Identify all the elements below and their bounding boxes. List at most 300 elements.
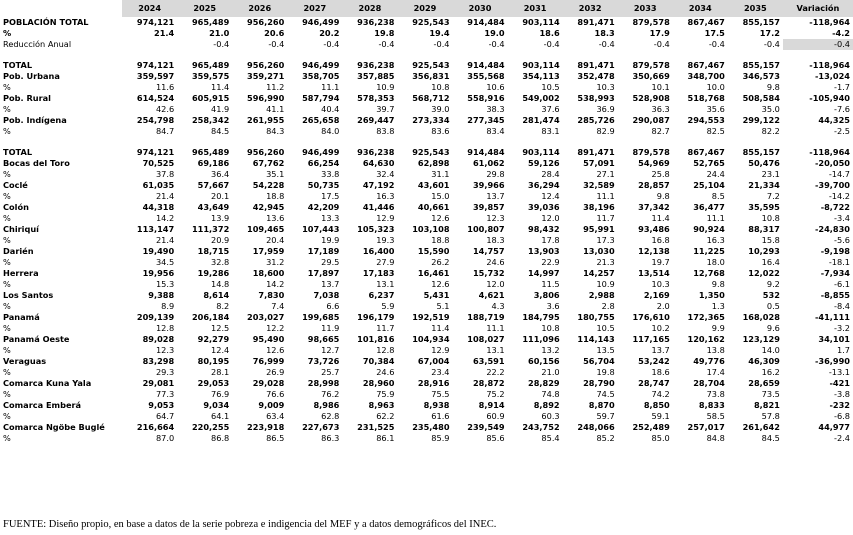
cell-2024: 44,318 (142, 202, 175, 212)
cell-2028: 231,525 (357, 422, 395, 432)
cell-2030: 355,568 (467, 71, 505, 81)
cell-2033: 28,747 (638, 378, 670, 388)
table-row (0, 246, 853, 257)
cell-2034: 52,765 (693, 158, 725, 168)
cell-2035: 15.8 (761, 235, 780, 245)
cell-2032: 8,870 (588, 400, 615, 410)
cell-2028: 13.1 (376, 279, 395, 289)
row-label: % (3, 323, 11, 333)
cell-2030: 75.2 (486, 389, 505, 399)
cell-2028: 41,446 (362, 202, 395, 212)
table-row (0, 290, 853, 301)
cell-2035: 7.2 (766, 191, 780, 201)
cell-2030: 13.1 (486, 345, 505, 355)
cell-2032: 14,257 (583, 268, 615, 278)
cell-2030: 14,757 (472, 246, 505, 256)
cell-2027: 265,658 (302, 115, 340, 125)
cell-2027: 66,254 (307, 158, 340, 168)
cell-2025: 29,053 (197, 378, 230, 388)
cell-2032: 21.3 (596, 257, 615, 267)
cell-2031: 14,997 (528, 268, 560, 278)
cell-2030: 10.6 (486, 82, 505, 92)
cell-2031: 354,113 (522, 71, 560, 81)
cell-2026: 42,945 (252, 202, 285, 212)
cell-2034: 10.0 (706, 82, 725, 92)
cell-2026: 29,028 (252, 378, 285, 388)
cell-2032: 10.5 (596, 323, 615, 333)
cell-2027: 946,499 (302, 147, 340, 157)
cell-2032: 19.8 (596, 367, 615, 377)
cell-2032: 95,991 (583, 224, 615, 234)
cell-2033: 13,514 (638, 268, 670, 278)
cell-2024 (122, 39, 177, 50)
header-year-2033: 2033 (618, 0, 673, 17)
cell-2035: 82.2 (761, 126, 780, 136)
header-row (0, 0, 853, 17)
cell-2024: 19,956 (142, 268, 175, 278)
table-row (0, 323, 853, 334)
cell-2032: 17.3 (596, 235, 615, 245)
cell-2025: 13.9 (211, 213, 230, 223)
cell-2030: 8,914 (478, 400, 505, 410)
cell-2031: 12.0 (541, 213, 560, 223)
cell-2034: 294,553 (687, 115, 725, 125)
cell-2027: 7,038 (313, 290, 340, 300)
cell-2029: 192,519 (412, 312, 450, 322)
cell-2031: 549,002 (522, 93, 560, 103)
cell-2029: 235,480 (412, 422, 450, 432)
cell-2028: 101,816 (357, 334, 395, 344)
cell-2034: 8.5 (711, 191, 725, 201)
header-year-2032: 2032 (563, 0, 618, 17)
cell-2028: 47,192 (362, 180, 395, 190)
cell-2027: 199,685 (302, 312, 340, 322)
cell-2024: 21.4 (155, 191, 175, 201)
cell-2024: 29,081 (142, 378, 175, 388)
cell-2027: 946,499 (302, 60, 340, 70)
cell-2026: 76,999 (252, 356, 285, 366)
cell-variation: 1.7 (836, 345, 850, 355)
cell-2030: 914,484 (467, 17, 505, 27)
cell-2035: 168,028 (742, 312, 780, 322)
cell-variation: -3.4 (834, 213, 850, 223)
cell-2025: 14.8 (211, 279, 230, 289)
cell-2024: 37.8 (155, 169, 175, 179)
cell-2033: 879,578 (632, 60, 670, 70)
cell-2026: 54,228 (252, 180, 285, 190)
cell-2034: 518,768 (687, 93, 725, 103)
cell-2026: 86.5 (266, 433, 285, 443)
row-label: % (3, 213, 11, 223)
cell-variation: -232 (829, 400, 850, 410)
cell-2033: 25.8 (651, 169, 670, 179)
cell-2031: 10.8 (541, 323, 560, 333)
cell-2033: 879,578 (632, 147, 670, 157)
cell-2028: 16,400 (362, 246, 395, 256)
cell-2027: 587,794 (302, 93, 340, 103)
cell-2032: 891,471 (577, 60, 615, 70)
cell-2034: 8,833 (698, 400, 725, 410)
cell-2024: 19,490 (142, 246, 175, 256)
cell-2033: 53,242 (638, 356, 670, 366)
cell-2034: 9.8 (711, 279, 725, 289)
cell-2032: 18.3 (594, 28, 615, 38)
cell-2029: 8,938 (423, 400, 450, 410)
table-row (0, 224, 853, 235)
cell-2024: 87.0 (155, 433, 175, 443)
cell-2026: 18.8 (266, 191, 285, 201)
cell-2035: 16.2 (761, 367, 780, 377)
cell-2027: 13.7 (321, 279, 340, 289)
cell-2028: 16.3 (376, 191, 395, 201)
cell-2028: -0.4 (378, 39, 395, 49)
cell-2029: 85.9 (431, 433, 450, 443)
cell-variation: -8,722 (820, 202, 850, 212)
cell-2034: 12,768 (693, 268, 725, 278)
cell-2033: 117,165 (632, 334, 670, 344)
cell-variation: 44,325 (818, 115, 850, 125)
cell-2035: 73.5 (761, 389, 780, 399)
cell-2026: 109,465 (247, 224, 285, 234)
cell-2026: 20.4 (266, 235, 285, 245)
cell-2026: 67,762 (252, 158, 285, 168)
header-year-2035: 2035 (728, 0, 783, 17)
cell-2031: 3.6 (546, 301, 560, 311)
cell-2028: 12.8 (376, 345, 395, 355)
row-label: % (3, 367, 11, 377)
cell-2033: 54,969 (638, 158, 670, 168)
cell-2025: 206,184 (191, 312, 230, 322)
cell-2024: 9,053 (148, 400, 175, 410)
cell-2026: 95,490 (252, 334, 285, 344)
cell-2033: 85.0 (651, 433, 670, 443)
cell-2032: 27.1 (596, 169, 615, 179)
cell-2025: 8,614 (203, 290, 230, 300)
cell-2032: 57,091 (583, 158, 615, 168)
cell-2028: 12.9 (376, 213, 395, 223)
cell-2029: 15.0 (431, 191, 450, 201)
cell-2026: 956,260 (247, 147, 285, 157)
cell-2032: 56,704 (583, 356, 615, 366)
table-row (0, 389, 853, 400)
cell-2026: 956,260 (247, 17, 285, 27)
cell-variation: -6.8 (834, 411, 850, 421)
spacer-cell (0, 50, 853, 60)
cell-2030: 63,591 (472, 356, 505, 366)
cell-2026: 84.3 (266, 126, 285, 136)
cell-2032: -0.4 (598, 39, 615, 49)
table-row (0, 411, 853, 422)
cell-2029: 67,004 (417, 356, 450, 366)
row-label: Pob. Rural (3, 93, 51, 103)
table-header (0, 0, 853, 17)
source-footnote: FUENTE: Diseño propio, en base a datos de la serie pobreza e indigencia del MEF y a datos demográficos del INEC. (3, 519, 497, 530)
cell-2029: 5.1 (436, 301, 450, 311)
cell-2025: 64.1 (211, 411, 230, 421)
cell-2034: 36,477 (693, 202, 725, 212)
cell-2034: 90,924 (693, 224, 725, 234)
cell-2032: 74.5 (596, 389, 615, 399)
cell-2034: 867,467 (687, 147, 725, 157)
table-row (0, 202, 853, 213)
cell-2034: 24.4 (706, 169, 725, 179)
cell-2028: 86.1 (376, 433, 395, 443)
cell-2026: 203,027 (247, 312, 285, 322)
cell-2028: 19.3 (376, 235, 395, 245)
cell-2031: 37.6 (541, 104, 560, 114)
cell-2032: 10.3 (596, 82, 615, 92)
cell-variation: -39,700 (815, 180, 850, 190)
cell-2032: 2,988 (588, 290, 615, 300)
cell-2033: 28,857 (638, 180, 670, 190)
cell-2034: 1.3 (711, 301, 725, 311)
cell-2028: 24.6 (376, 367, 395, 377)
table-row (0, 257, 853, 268)
cell-2035: 532 (762, 290, 780, 300)
cell-2027: 86.3 (321, 433, 340, 443)
cell-2033: 11.4 (651, 213, 670, 223)
cell-2025: 92,279 (197, 334, 230, 344)
cell-2033: 59.1 (651, 411, 670, 421)
row-label: % (3, 82, 11, 92)
cell-2032: 891,471 (577, 147, 615, 157)
table-row (0, 334, 853, 345)
cell-2035: 9.8 (766, 82, 780, 92)
cell-2026: 12.6 (266, 345, 285, 355)
cell-2026: 14.2 (266, 279, 285, 289)
cell-2031: 12.4 (541, 191, 560, 201)
cell-2035: 50,476 (748, 158, 780, 168)
row-label: Herrera (3, 268, 39, 278)
table-row (0, 147, 853, 158)
row-label: Pob. Urbana (3, 71, 60, 81)
cell-2033: 37,342 (638, 202, 670, 212)
cell-2025: 965,489 (191, 60, 230, 70)
cell-2028: 83.8 (376, 126, 395, 136)
cell-2031: 243,752 (522, 422, 560, 432)
cell-2024: 15.3 (155, 279, 175, 289)
cell-2025: 605,915 (191, 93, 230, 103)
cell-2035: 88,317 (748, 224, 780, 234)
cell-2027: 12.7 (321, 345, 340, 355)
cell-2030: 83.4 (486, 126, 505, 136)
cell-2026: 17,959 (252, 246, 285, 256)
cell-2030: 38.3 (486, 104, 505, 114)
cell-2025: 12.4 (211, 345, 230, 355)
table-row (0, 345, 853, 356)
cell-2034: 73.8 (706, 389, 725, 399)
cell-2024: 61,035 (142, 180, 175, 190)
row-label: % (3, 235, 11, 245)
cell-variation: 34,101 (818, 334, 850, 344)
cell-2033: 10.2 (651, 323, 670, 333)
cell-2032: 180,755 (577, 312, 615, 322)
cell-2035: 123,129 (742, 334, 780, 344)
cell-2025: 11.4 (211, 82, 230, 92)
cell-2033: 176,610 (632, 312, 670, 322)
cell-2035: 28,659 (748, 378, 780, 388)
cell-variation: -36,990 (815, 356, 850, 366)
cell-2034: 1,350 (698, 290, 725, 300)
cell-2027: -0.4 (323, 39, 340, 49)
table-row (0, 60, 853, 71)
cell-2031: -0.4 (543, 39, 560, 49)
cell-2033: 2,169 (643, 290, 670, 300)
cell-variation: -2.5 (834, 126, 850, 136)
cell-2029: 19.4 (429, 28, 450, 38)
row-label: Los Santos (3, 290, 54, 300)
cell-2032: 32,589 (583, 180, 615, 190)
cell-2025: 258,342 (191, 115, 230, 125)
row-label: Colón (3, 202, 29, 212)
header-year-2029: 2029 (397, 0, 452, 17)
cell-2026: 76.6 (266, 389, 285, 399)
table-row (0, 367, 853, 378)
cell-2030: 12.3 (486, 213, 505, 223)
cell-variation: -105,940 (809, 93, 850, 103)
row-label: Chiriquí (3, 224, 39, 234)
cell-2031: 903,114 (522, 60, 560, 70)
cell-2028: 17,183 (362, 268, 395, 278)
cell-2035: 35.0 (761, 104, 780, 114)
cell-2026: 261,955 (247, 115, 285, 125)
cell-2030: 39,857 (472, 202, 505, 212)
cell-2032: 36.9 (596, 104, 615, 114)
table-row (0, 400, 853, 411)
cell-2026: 7.4 (271, 301, 285, 311)
cell-2029: 39.0 (431, 104, 450, 114)
cell-2028: 5.9 (381, 301, 395, 311)
table-row (0, 126, 853, 137)
row-label: % (3, 257, 11, 267)
cell-2031: 83.1 (541, 126, 560, 136)
row-label: % (3, 389, 11, 399)
cell-2035: 10,293 (748, 246, 780, 256)
cell-2025: 43,649 (197, 202, 230, 212)
cell-2030: 4,621 (478, 290, 505, 300)
cell-2024: 89,028 (142, 334, 175, 344)
cell-2032: 248,066 (577, 422, 615, 432)
cell-2026: 26.9 (266, 367, 285, 377)
cell-2033: 18.6 (651, 367, 670, 377)
cell-2025: 20.9 (211, 235, 230, 245)
row-label: % (3, 28, 12, 38)
table-body (0, 17, 853, 444)
cell-2029: 12.9 (431, 345, 450, 355)
cell-2035: 35,595 (748, 202, 780, 212)
cell-variation: -8.4 (834, 301, 850, 311)
cell-2035: 46,309 (748, 356, 780, 366)
cell-2029: 18.8 (431, 235, 450, 245)
cell-2030: 29.8 (486, 169, 505, 179)
cell-2028: 10.9 (376, 82, 395, 92)
cell-2033: 290,087 (632, 115, 670, 125)
cell-2027: 73,726 (307, 356, 340, 366)
cell-2034: 17.5 (704, 28, 725, 38)
cell-2031: 60,156 (528, 356, 560, 366)
cell-2035: 9.2 (766, 279, 780, 289)
cell-2025: 86.8 (211, 433, 230, 443)
row-label: POBLACIÓN TOTAL (3, 17, 89, 27)
cell-variation: -1.7 (834, 82, 850, 92)
cell-2024: 974,121 (136, 60, 175, 70)
cell-2025: 220,255 (191, 422, 230, 432)
cell-2035: 23.1 (761, 169, 780, 179)
row-label: Comarca Emberá (3, 400, 82, 410)
cell-2031: 10.5 (541, 82, 560, 92)
cell-2028: 19.8 (374, 28, 395, 38)
cell-2033: 8,850 (643, 400, 670, 410)
cell-2033: 13.7 (651, 345, 670, 355)
cell-2024: 254,798 (136, 115, 175, 125)
cell-2034: 58.5 (706, 411, 725, 421)
cell-2032: 10.9 (596, 279, 615, 289)
cell-2035: 8,821 (753, 400, 780, 410)
cell-2029: 31.1 (431, 169, 450, 179)
cell-2027: 946,499 (302, 17, 340, 27)
cell-2027: 358,705 (302, 71, 340, 81)
row-label: Comarca Ngöbe Buglé (3, 422, 105, 432)
cell-2025: 111,372 (191, 224, 230, 234)
cell-2030: 914,484 (467, 60, 505, 70)
cell-2034: 35.6 (706, 104, 725, 114)
cell-2026: 13.6 (266, 213, 285, 223)
cell-2030: 558,916 (467, 93, 505, 103)
cell-2025: -0.4 (213, 39, 230, 49)
row-label: Comarca Kuna Yala (3, 378, 92, 388)
table-row (0, 39, 853, 50)
row-label: % (3, 104, 11, 114)
cell-2029: 40,661 (417, 202, 450, 212)
cell-2033: 350,669 (632, 71, 670, 81)
cell-2034: 867,467 (687, 60, 725, 70)
cell-2025: 965,489 (191, 147, 230, 157)
cell-2025: 36.4 (211, 169, 230, 179)
header-label-cell (0, 0, 122, 17)
cell-2029: 356,831 (412, 71, 450, 81)
cell-variation: -421 (829, 378, 850, 388)
cell-2029: 12.6 (431, 279, 450, 289)
cell-2027: 8,986 (313, 400, 340, 410)
cell-2031: 18.6 (539, 28, 560, 38)
cell-2025: 19,286 (197, 268, 230, 278)
cell-2030: 277,345 (467, 115, 505, 125)
cell-2033: 36.3 (651, 104, 670, 114)
cell-2032: 11.7 (596, 213, 615, 223)
cell-2029: 104,934 (412, 334, 450, 344)
cell-2024: 974,121 (136, 17, 175, 27)
cell-2028: 8,963 (368, 400, 395, 410)
cell-2035: 12,022 (748, 268, 780, 278)
cell-2028: 39.7 (376, 104, 395, 114)
cell-variation: -7.6 (834, 104, 850, 114)
cell-2034: 82.5 (706, 126, 725, 136)
header-year-2034: 2034 (673, 0, 728, 17)
cell-variation: -3.2 (834, 323, 850, 333)
cell-2032: 352,478 (577, 71, 615, 81)
cell-2025: 80,195 (197, 356, 230, 366)
cell-2028: 27.9 (376, 257, 395, 267)
cell-2028: 75.9 (376, 389, 395, 399)
cell-2026: 7,830 (258, 290, 285, 300)
table-row (0, 169, 853, 180)
cell-2035: 16.4 (761, 257, 780, 267)
cell-2027: 20.2 (319, 28, 340, 38)
cell-variation: -24,830 (815, 224, 850, 234)
spacer-row (0, 137, 853, 147)
cell-2029: -0.4 (433, 39, 450, 49)
cell-2032: 891,471 (577, 17, 615, 27)
